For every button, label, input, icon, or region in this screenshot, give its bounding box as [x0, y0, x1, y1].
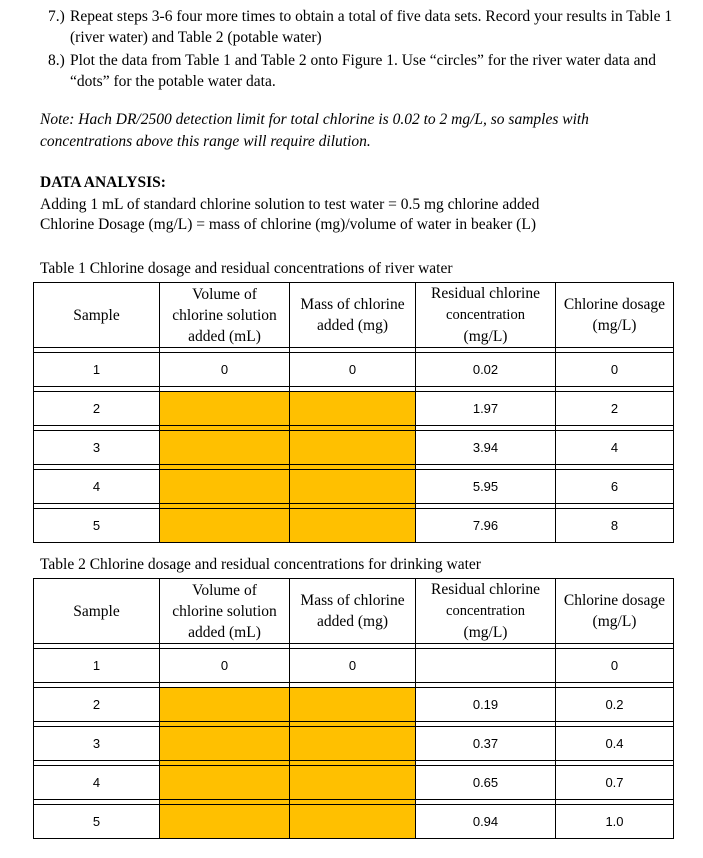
cell-mass[interactable]	[290, 805, 416, 839]
cell-volume[interactable]	[160, 470, 290, 504]
step-number: 8.)	[48, 52, 65, 69]
table-1	[33, 282, 674, 543]
analysis-line-2: Chlorine Dosage (mg/L) = mass of chlorine (mg)/volume of water in beaker (L)	[40, 216, 536, 233]
cell-sample: 5	[34, 509, 160, 543]
cell-volume[interactable]	[160, 727, 290, 761]
table-row	[34, 766, 674, 800]
cell-dosage: 0.7	[556, 766, 674, 800]
cell-residual: 0.65	[416, 766, 556, 800]
cell-residual[interactable]	[416, 649, 556, 683]
step-7	[48, 6, 688, 48]
cell-dosage: 6	[556, 470, 674, 504]
step-text: Repeat steps 3-6 four more times to obtain a total of five data sets. Record your results in Table 1 (river water) and Table 2 (potable water)	[70, 8, 673, 46]
cell-mass: 0	[290, 353, 416, 387]
analysis-line-1: Adding 1 mL of standard chlorine solution to test water = 0.5 mg chlorine added	[40, 196, 540, 213]
table-row	[34, 392, 674, 426]
cell-dosage: 0	[556, 353, 674, 387]
cell-dosage: 8	[556, 509, 674, 543]
table-row	[34, 470, 674, 504]
table-header-row	[34, 579, 674, 644]
header-dosage: Chlorine dosage (mg/L)	[556, 579, 674, 644]
cell-mass[interactable]	[290, 392, 416, 426]
cell-sample: 4	[34, 766, 160, 800]
cell-volume[interactable]	[160, 766, 290, 800]
step-8	[48, 50, 688, 92]
cell-residual: 0.19	[416, 688, 556, 722]
table-2-caption: Table 2 Chlorine dosage and residual concentrations for drinking water	[40, 556, 481, 573]
table-2	[33, 578, 674, 839]
cell-mass[interactable]	[290, 727, 416, 761]
cell-residual: 1.97	[416, 392, 556, 426]
cell-mass[interactable]	[290, 431, 416, 465]
cell-residual: 5.95	[416, 470, 556, 504]
cell-residual: 3.94	[416, 431, 556, 465]
table-header-row	[34, 283, 674, 348]
header-mass: Mass of chlorine added (mg)	[290, 283, 416, 348]
header-residual: Residual chlorine concentration (mg/L)	[416, 579, 556, 644]
detection-limit-note: Note: Hach DR/2500 detection limit for total chlorine is 0.02 to 2 mg/L, so samples with concentrations above this range will require dilution.	[40, 111, 589, 150]
header-sample: Sample	[34, 579, 160, 644]
table-row	[34, 509, 674, 543]
header-sample: Sample	[34, 283, 160, 348]
cell-sample: 3	[34, 727, 160, 761]
cell-mass[interactable]	[290, 766, 416, 800]
cell-sample: 4	[34, 470, 160, 504]
cell-sample: 5	[34, 805, 160, 839]
procedure-steps	[48, 6, 688, 94]
step-number: 7.)	[48, 8, 65, 25]
table-row	[34, 727, 674, 761]
table-1-caption: Table 1 Chlorine dosage and residual concentrations of river water	[40, 260, 453, 277]
table-row	[34, 431, 674, 465]
cell-sample: 1	[34, 353, 160, 387]
cell-mass[interactable]	[290, 470, 416, 504]
cell-dosage: 4	[556, 431, 674, 465]
cell-mass[interactable]	[290, 509, 416, 543]
cell-dosage: 0	[556, 649, 674, 683]
cell-mass: 0	[290, 649, 416, 683]
cell-volume: 0	[160, 353, 290, 387]
cell-residual: 0.94	[416, 805, 556, 839]
table-row	[34, 688, 674, 722]
table-row	[34, 353, 674, 387]
cell-residual: 0.37	[416, 727, 556, 761]
table-row	[34, 805, 674, 839]
cell-volume[interactable]	[160, 688, 290, 722]
cell-dosage: 1.0	[556, 805, 674, 839]
header-dosage: Chlorine dosage (mg/L)	[556, 283, 674, 348]
cell-sample: 2	[34, 392, 160, 426]
cell-residual: 7.96	[416, 509, 556, 543]
cell-dosage: 2	[556, 392, 674, 426]
cell-volume[interactable]	[160, 392, 290, 426]
header-volume: Volume of chlorine solution added (mL)	[160, 579, 290, 644]
cell-sample: 3	[34, 431, 160, 465]
cell-dosage: 0.4	[556, 727, 674, 761]
step-text: Plot the data from Table 1 and Table 2 onto Figure 1. Use “circles” for the river water data and “dots” for the potable water data.	[70, 52, 657, 90]
table-row	[34, 649, 674, 683]
cell-volume[interactable]	[160, 509, 290, 543]
header-volume: Volume of chlorine solution added (mL)	[160, 283, 290, 348]
cell-volume: 0	[160, 649, 290, 683]
cell-residual: 0.02	[416, 353, 556, 387]
cell-volume[interactable]	[160, 805, 290, 839]
cell-sample: 1	[34, 649, 160, 683]
cell-sample: 2	[34, 688, 160, 722]
header-residual: Residual chlorine concentration (mg/L)	[416, 283, 556, 348]
data-analysis-heading: DATA ANALYSIS:	[40, 174, 166, 191]
header-mass: Mass of chlorine added (mg)	[290, 579, 416, 644]
cell-volume[interactable]	[160, 431, 290, 465]
cell-mass[interactable]	[290, 688, 416, 722]
cell-dosage: 0.2	[556, 688, 674, 722]
